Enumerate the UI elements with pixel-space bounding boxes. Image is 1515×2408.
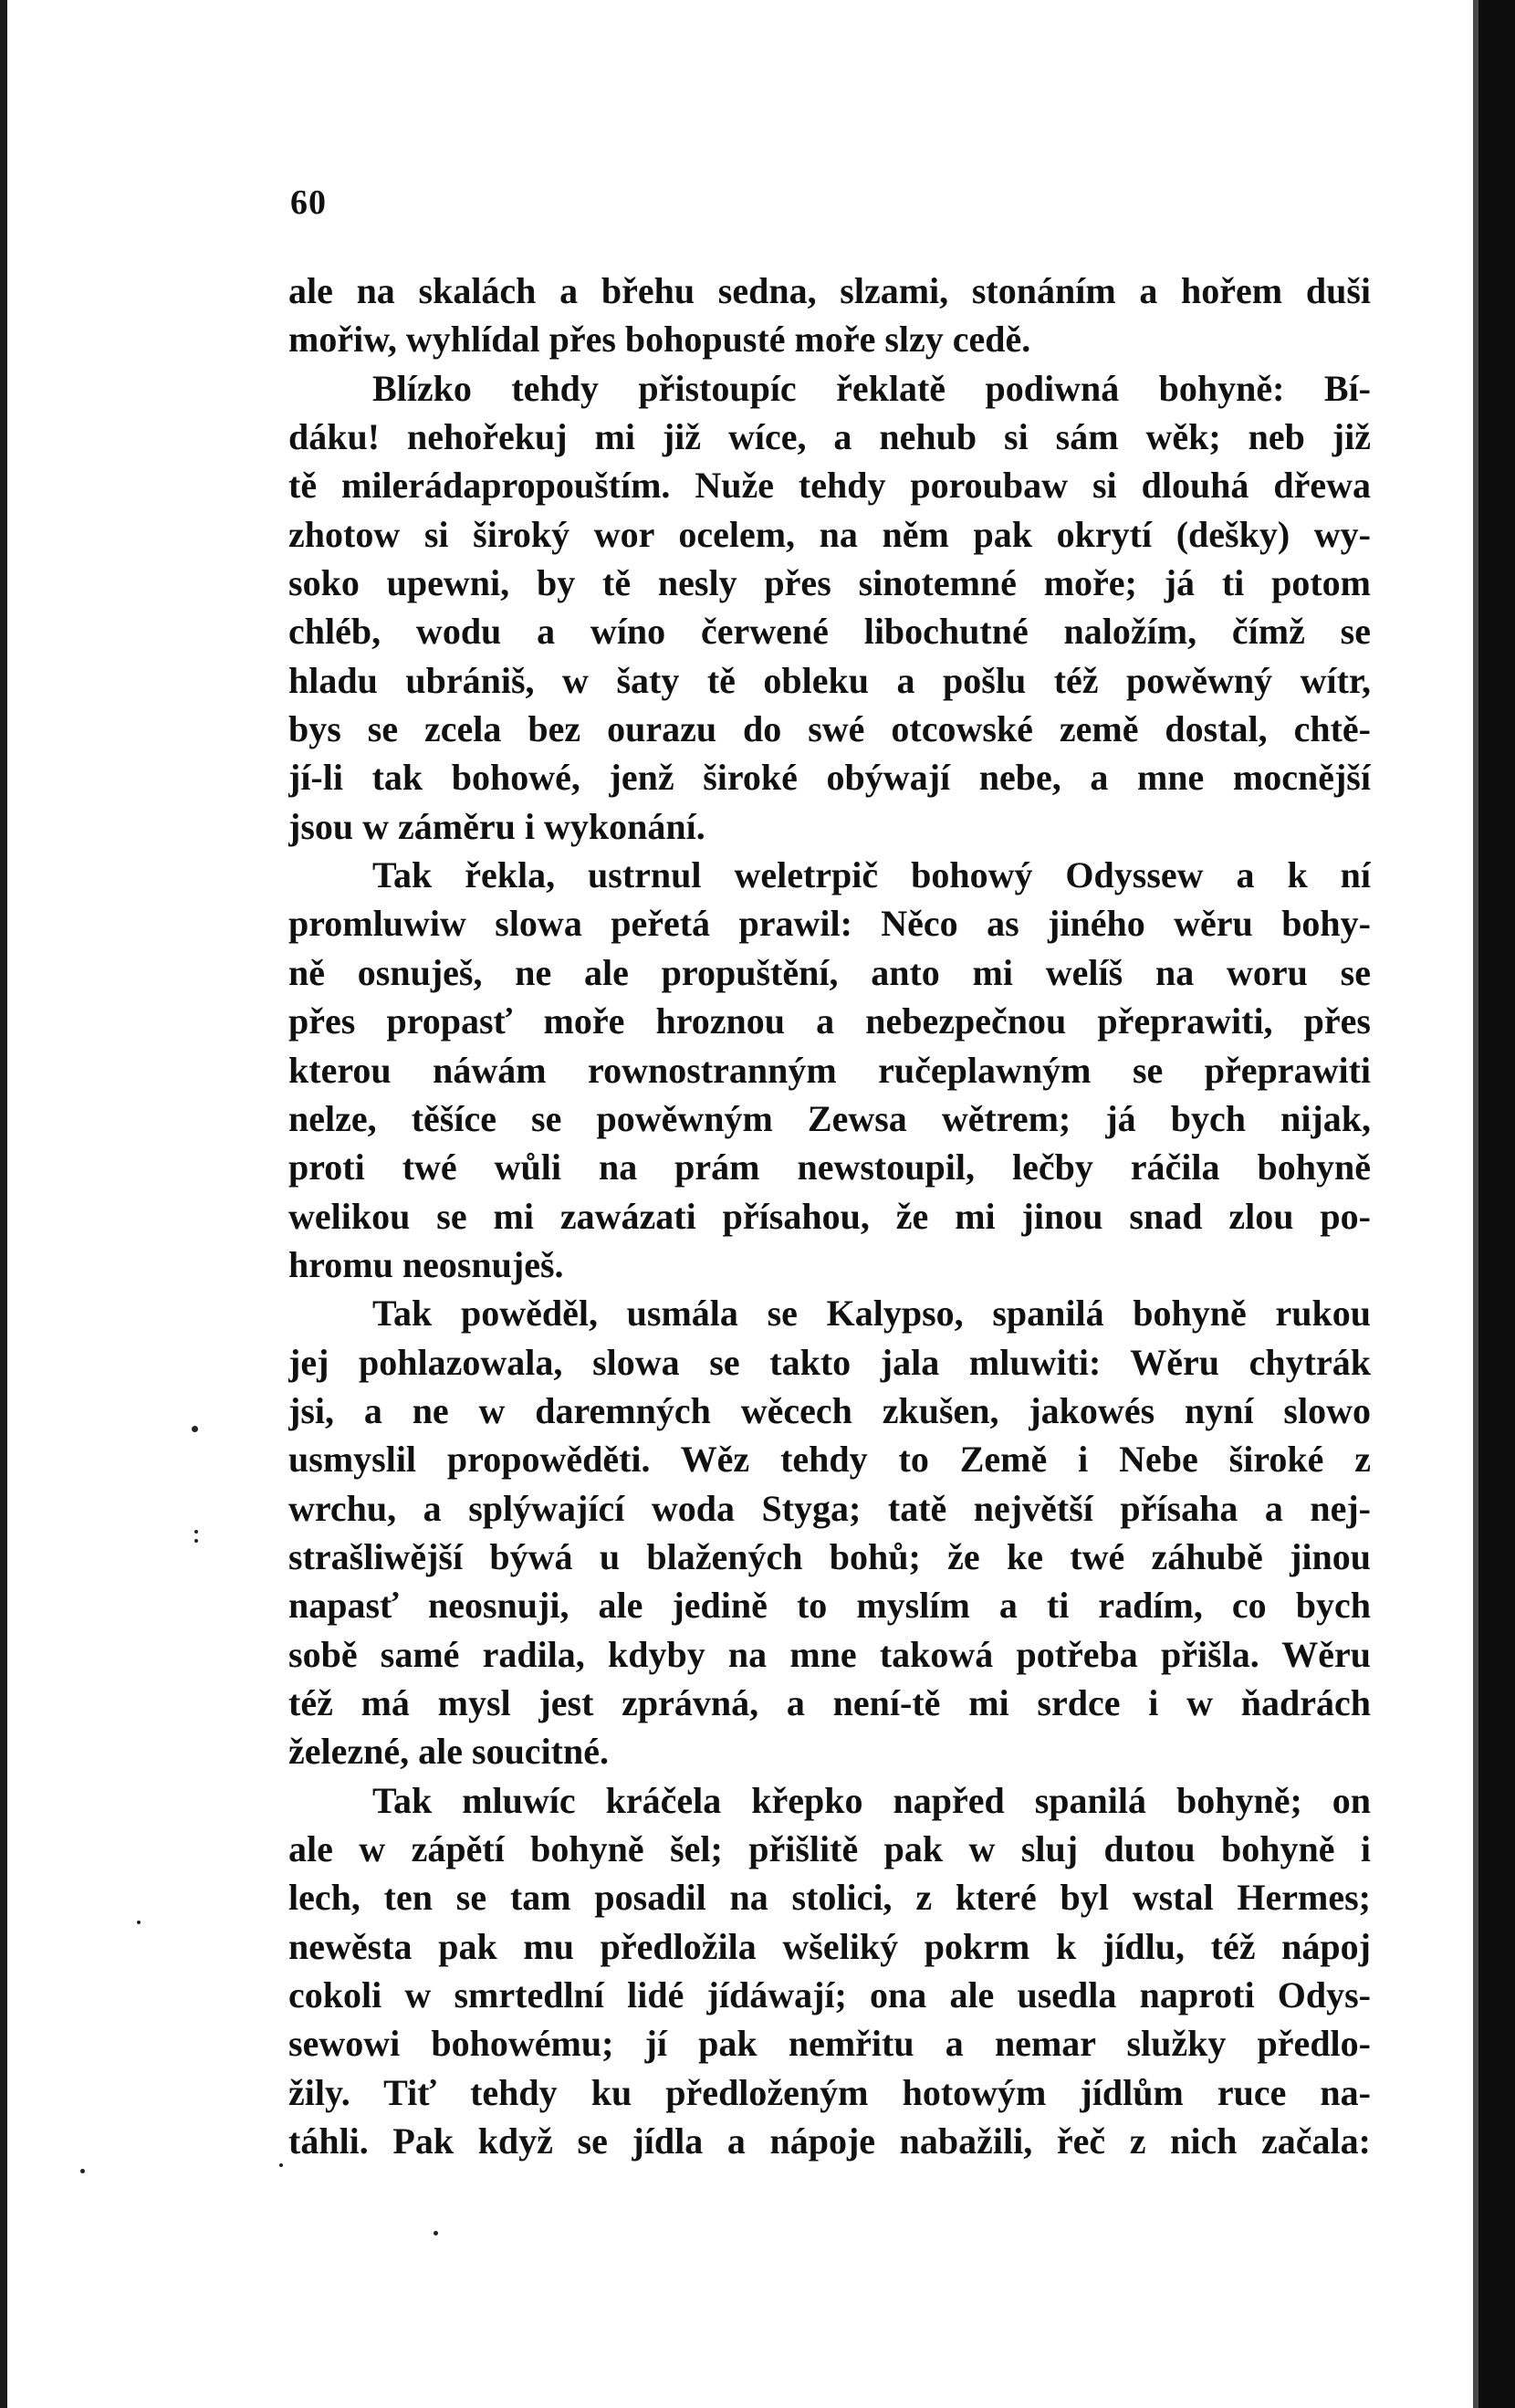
text-line: železné, ale soucitné. bbox=[288, 1731, 609, 1773]
text-line: ně osnuješ, ne ale propuštění, anto mi welíš na woru se bbox=[288, 951, 1371, 993]
margin-speck bbox=[194, 1539, 198, 1543]
text-line: wrchu, a splýwající woda Styga; tatě největší přísaha a nej- bbox=[288, 1487, 1371, 1529]
text-line: promluwiw slowa peřetá prawil: Něco as jiného wěru bohy- bbox=[288, 903, 1371, 945]
text-line: cokoli w smrtedlní lidé jídáwají; ona ale usedla naproti Odys- bbox=[288, 1974, 1371, 2016]
text-line: jí-li tak bohowé, jenž široké obýwají nebe, a mne mocnější bbox=[288, 757, 1371, 799]
text-line: bys se zcela bez ourazu do swé otcowské země dostal, chtě- bbox=[288, 708, 1371, 750]
text-line: strašliwější býwá u blažených bohů; že ke twé záhubě jinou bbox=[288, 1535, 1371, 1577]
text-line: hladu ubrániš, w šaty tě obleku a pošlu též powěwný wítr, bbox=[288, 659, 1371, 701]
text-line: welikou se mi zawázati přísahou, že mi jinou snad zlou po- bbox=[288, 1195, 1371, 1237]
text-line: hromu neosnuješ. bbox=[288, 1243, 564, 1285]
text-line: mořiw, wyhlídal přes bohopusté moře slzy cedě. bbox=[288, 319, 1031, 361]
margin-speck bbox=[434, 2231, 438, 2235]
margin-speck bbox=[279, 2163, 283, 2167]
body-text bbox=[288, 267, 1371, 2165]
text-line: ale w zápětí bohyně šel; přišlitě pak w sluj dutou bohyně i bbox=[288, 1828, 1371, 1869]
text-line: též má mysl jest zprávná, a není-tě mi srdce i w ňadrách bbox=[288, 1681, 1371, 1723]
text-line: newěsta pak mu předložila wšeliký pokrm k jídlu, též nápoj bbox=[288, 1925, 1371, 1967]
text-line: dáku! nehořekuj mi již wíce, a nehub si sám wěk; neb již bbox=[288, 416, 1371, 458]
text-line: kterou náwám rownostranným ručeplawným se přeprawiti bbox=[288, 1049, 1371, 1091]
text-line: nelze, těšíce se powěwným Zewsa wětrem; já bych nijak, bbox=[288, 1097, 1371, 1139]
margin-speck bbox=[137, 1921, 141, 1924]
scan-edge-left bbox=[0, 0, 7, 2408]
text-line: sewowi bohowému; jí pak nemřitu a nemar služky předlo- bbox=[288, 2023, 1371, 2065]
text-line: lech, ten se tam posadil na stolici, z které byl wstal Hermes; bbox=[288, 1877, 1371, 1919]
text-line: přes propasť moře hroznou a nebezpečnou přeprawiti, přes bbox=[288, 1000, 1371, 1042]
text-line: žily. Tiť tehdy ku předloženým hotowým jídlům ruce na- bbox=[288, 2071, 1371, 2113]
text-line: jsou w záměru i wykonání. bbox=[288, 805, 705, 847]
text-line: Blízko tehdy přistoupíc řeklatě podiwná bohyně: Bí- bbox=[372, 367, 1371, 409]
text-line: ale na skalách a břehu sedna, slzami, stonáním a hořem duši bbox=[288, 270, 1371, 311]
text-line: Tak powěděl, usmála se Kalypso, spanilá bohyně rukou bbox=[372, 1293, 1371, 1335]
text-line: napasť neosnuji, ale jedině to myslím a ti radím, co bych bbox=[288, 1585, 1371, 1627]
text-line: Tak řekla, ustrnul weletrpič bohowý Odyssew a k ní bbox=[372, 854, 1371, 896]
scan-edge-right bbox=[1478, 0, 1515, 2408]
text-line: tě milerádapropouštím. Nuže tehdy poroubaw si dlouhá dřewa bbox=[288, 465, 1371, 507]
text-line: zhotow si široký wor ocelem, na něm pak okrytí (dešky) wy- bbox=[288, 513, 1371, 555]
text-line: Tak mluwíc kráčela křepko napřed spanilá bohyně; on bbox=[372, 1779, 1371, 1821]
text-line: sobě samé radila, kdyby na mne takowá potřeba přišla. Wěru bbox=[288, 1633, 1371, 1675]
text-line: jsi, a ne w daremných wěcech zkušen, jakowés nyní slowo bbox=[288, 1389, 1371, 1431]
page-number: 60 bbox=[290, 183, 327, 222]
margin-speck bbox=[192, 1426, 198, 1432]
margin-speck bbox=[194, 1530, 198, 1534]
margin-speck bbox=[80, 2169, 85, 2173]
text-line: chléb, wodu a wíno čerwené libochutné naložím, čímž se bbox=[288, 611, 1371, 653]
text-line: proti twé wůli na prám newstoupil, lečby ráčila bohyně bbox=[288, 1146, 1371, 1188]
text-line: soko upewni, by tě nesly přes sinotemné moře; já ti potom bbox=[288, 562, 1371, 604]
text-line: usmyslil propowěděti. Wěz tehdy to Země i Nebe široké z bbox=[288, 1439, 1371, 1481]
text-line: jej pohlazowala, slowa se takto jala mluwiti: Wěru chytrák bbox=[288, 1341, 1371, 1383]
text-line: táhli. Pak když se jídla a nápoje nabažili, řeč z nich začala: bbox=[288, 2120, 1371, 2162]
